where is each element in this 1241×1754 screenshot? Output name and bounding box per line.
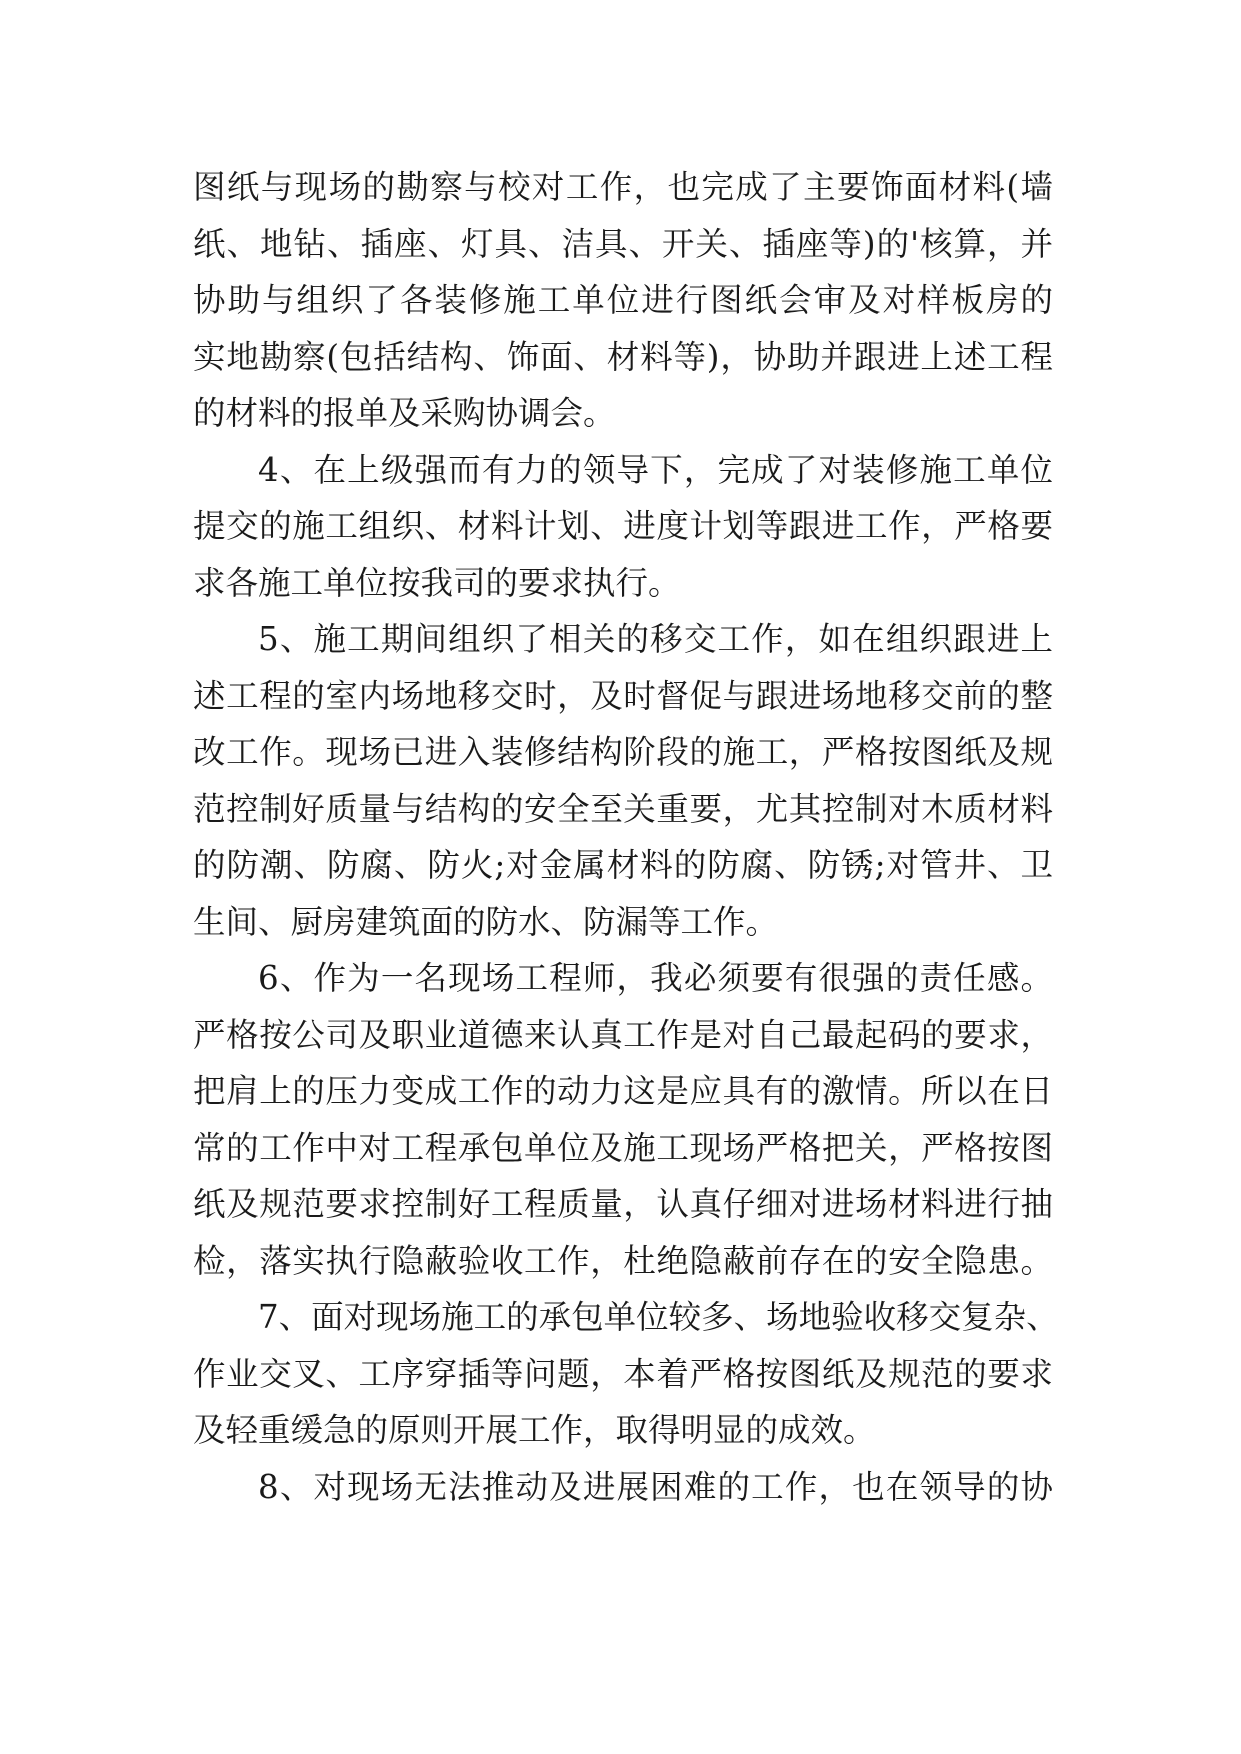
text-line: 纸及规范要求控制好工程质量，认真仔细对进场材料进行抽 — [193, 1185, 1053, 1223]
text-line: 5、施工期间组织了相关的移交工作，如在组织跟进上 — [258, 620, 1053, 658]
text-line: 及轻重缓急的原则开展工作，取得明显的成效。 — [193, 1411, 876, 1449]
text-line: 纸、地钻、插座、灯具、洁具、开关、插座等)的'核算，并 — [193, 224, 1053, 263]
text-line: 协助与组织了各装修施工单位进行图纸会审及对样板房的 — [193, 281, 1053, 319]
text-line: 改工作。现场已进入装修结构阶段的施工，严格按图纸及规 — [193, 733, 1053, 771]
text-line: 8、对现场无法推动及进展困难的工作，也在领导的协 — [258, 1467, 1053, 1506]
text-line: 的材料的报单及采购协调会。 — [193, 394, 616, 432]
text-line: 6、作为一名现场工程师，我必须要有很强的责任感。 — [258, 959, 1053, 997]
text-line: 图纸与现场的勘察与校对工作，也完成了主要饰面材料(墙 — [193, 168, 1053, 206]
text-line: 求各施工单位按我司的要求执行。 — [193, 563, 681, 602]
text-line: 述工程的室内场地移交时，及时督促与跟进场地移交前的整 — [193, 676, 1053, 715]
text-line: 4、在上级强而有力的领导下，完成了对装修施工单位 — [258, 450, 1053, 489]
text-line: 范控制好质量与结构的安全至关重要，尤其控制对木质材料 — [193, 789, 1053, 828]
text-line: 7、面对现场施工的承包单位较多、场地验收移交复杂、 — [258, 1298, 1059, 1336]
text-line: 实地勘察(包括结构、饰面、材料等)，协助并跟进上述工程 — [193, 337, 1053, 376]
text-line: 作业交叉、工序穿插等问题，本着严格按图纸及规范的要求 — [193, 1354, 1053, 1393]
text-line: 常的工作中对工程承包单位及施工现场严格把关，严格按图 — [193, 1128, 1053, 1167]
document-page — [193, 159, 1059, 1515]
text-line: 检，落实执行隐蔽验收工作，杜绝隐蔽前存在的安全隐患。 — [193, 1241, 1053, 1280]
text-line: 把肩上的压力变成工作的动力这是应具有的激情。所以在日 — [193, 1072, 1053, 1110]
text-line: 提交的施工组织、材料计划、进度计划等跟进工作，严格要 — [193, 507, 1053, 545]
text-line: 的防潮、防腐、防火;对金属材料的防腐、防锈;对管井、卫 — [193, 846, 1053, 884]
text-line: 生间、厨房建筑面的防水、防漏等工作。 — [193, 902, 779, 941]
text-line: 严格按公司及职业道德来认真工作是对自己最起码的要求， — [193, 1015, 1053, 1054]
